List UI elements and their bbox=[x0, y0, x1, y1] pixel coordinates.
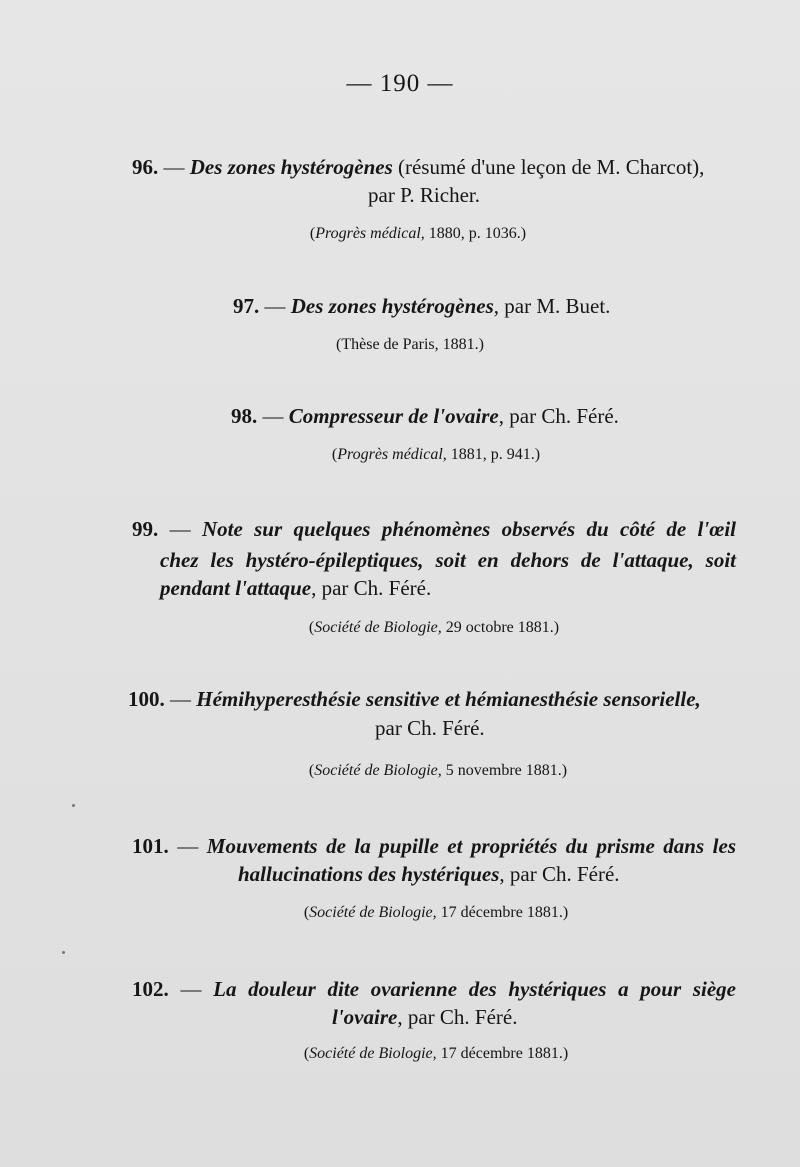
ink-speck bbox=[62, 951, 65, 954]
entry-100-line-2: par Ch. Féré. bbox=[375, 716, 485, 740]
entry-title: Compresseur de l'ovaire bbox=[288, 404, 499, 428]
entry-98-line-1: 98. — Compresseur de l'ovaire, par Ch. Féré. bbox=[231, 404, 619, 428]
entry-number: 101. bbox=[132, 834, 169, 858]
page-number: — 190 — bbox=[346, 70, 454, 97]
entry-title: Des zones hystérogènes bbox=[189, 155, 393, 179]
entry-102-line-1: 102. — La douleur dite ovarienne des hystériques a pour siège bbox=[132, 977, 736, 1001]
entry-title: Des zones hystérogènes bbox=[290, 294, 494, 318]
entry-number: 98. bbox=[231, 404, 258, 428]
entry-102-line-2: l'ovaire, par Ch. Féré. bbox=[332, 1005, 518, 1029]
entry-100-line-1: 100. — Hémihyperesthésie sensitive et hémianesthésie sensorielle, bbox=[128, 687, 701, 711]
entry-99-line-1: 99. — Note sur quelques phénomènes observés du côté de l'œil bbox=[132, 517, 736, 541]
entry-number: 99. bbox=[132, 517, 159, 541]
entry-99-line-2: chez les hystéro-épileptiques, soit en dehors de l'attaque, soit bbox=[160, 548, 736, 572]
entry-101-line-1: 101. — Mouvements de la pupille et propriétés du prisme dans les bbox=[132, 834, 736, 858]
entry-101-line-2: hallucinations des hystériques, par Ch. Féré. bbox=[238, 862, 620, 886]
entry-96-line-2: par P. Richer. bbox=[368, 183, 480, 207]
entry-97-source: (Thèse de Paris, 1881.) bbox=[336, 336, 484, 353]
entry-96-source: (Progrès médical, 1880, p. 1036.) bbox=[309, 225, 527, 242]
entry-number: 100. bbox=[128, 687, 165, 711]
entry-number: 97. bbox=[233, 294, 260, 318]
entry-96-line-1: 96. — Des zones hystérogènes (résumé d'une leçon de M. Charcot), bbox=[132, 155, 705, 179]
entry-102-source: (Société de Biologie, 17 décembre 1881.) bbox=[303, 1045, 569, 1062]
entry-number: 96. bbox=[132, 155, 159, 179]
entry-100-source: (Société de Biologie, 5 novembre 1881.) bbox=[308, 762, 568, 779]
entry-98-source: (Progrès médical, 1881, p. 941.) bbox=[331, 446, 541, 463]
entry-number: 102. bbox=[132, 977, 169, 1001]
entry-title: Mouvements de la pupille et propriétés du prisme dans les bbox=[206, 834, 736, 858]
entry-97-line-1: 97. — Des zones hystérogènes, par M. Buet. bbox=[233, 294, 611, 318]
entry-99-line-3: pendant l'attaque, par Ch. Féré. bbox=[160, 576, 432, 600]
entry-title: Note sur quelques phénomènes observés du côté de l'œil bbox=[201, 517, 736, 541]
entry-title: Hémihyperesthésie sensitive et hémianesthésie sensorielle, bbox=[196, 687, 701, 711]
entry-99-source: (Société de Biologie, 29 octobre 1881.) bbox=[308, 619, 560, 636]
entry-title: La douleur dite ovarienne des hystériques a pour siège bbox=[213, 977, 736, 1001]
ink-speck bbox=[72, 804, 75, 807]
entry-101-source: (Société de Biologie, 17 décembre 1881.) bbox=[303, 904, 569, 921]
